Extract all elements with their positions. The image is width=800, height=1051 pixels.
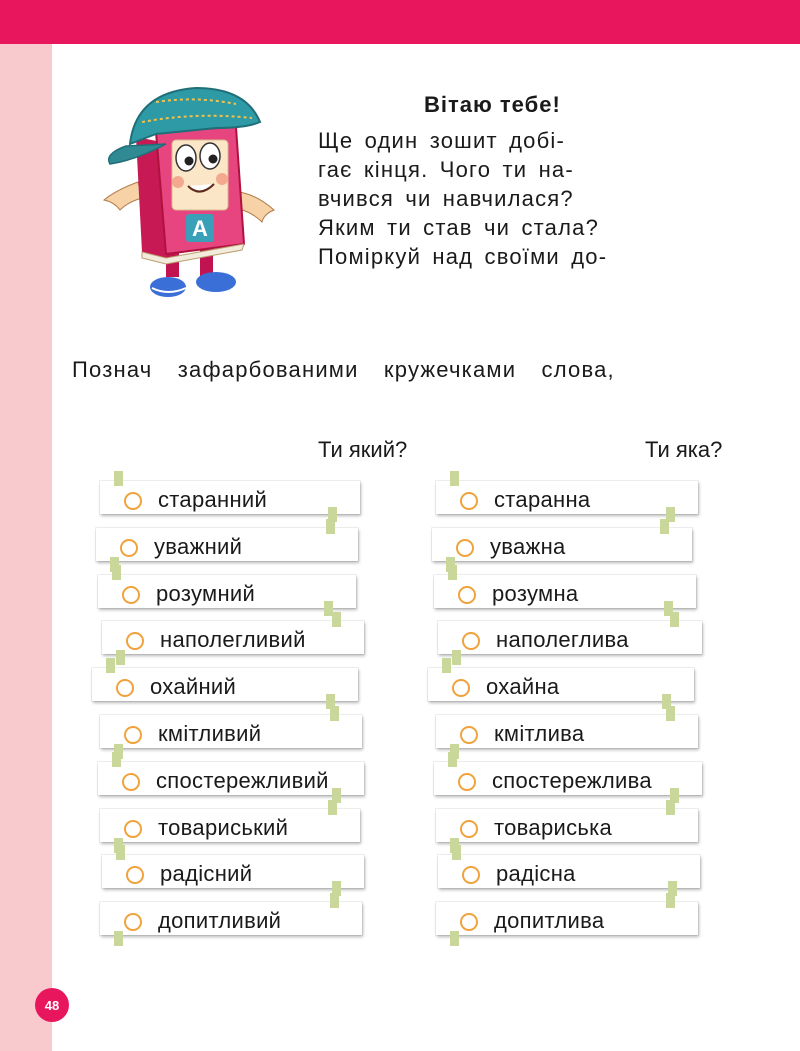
word-strip (98, 525, 368, 564)
answer-circle[interactable] (460, 820, 478, 838)
word-label: товариська (494, 814, 613, 840)
word-label: розумна (492, 580, 579, 606)
word-strip (434, 525, 704, 564)
page-number: 48 (35, 988, 69, 1022)
word-strip (434, 618, 704, 657)
word-label: старанна (494, 487, 591, 512)
top-banner (0, 0, 800, 44)
word-strip (434, 572, 704, 611)
greeting-line: вчився чи навчилася? (318, 186, 574, 211)
word-label: наполеглива (496, 627, 629, 653)
word-strip (98, 806, 368, 845)
tape-piece (116, 650, 125, 665)
word-label: допитлива (494, 908, 605, 934)
word-strip (98, 478, 368, 517)
answer-circle[interactable] (122, 586, 140, 604)
heading-masculine: Ти який? (318, 437, 408, 462)
word-strip (434, 478, 704, 517)
tape-piece (114, 471, 123, 486)
tape-piece (452, 845, 461, 860)
book-mascot-illustration (96, 82, 286, 304)
task-instruction: Познач зафарбованими кружечками слова, (72, 357, 615, 382)
word-label: уважна (490, 533, 566, 559)
answer-circle[interactable] (122, 773, 140, 791)
tape-piece (326, 519, 335, 534)
word-label: спостережливий (156, 767, 329, 793)
tape-piece (106, 658, 115, 673)
word-label: охайна (486, 674, 560, 700)
tape-piece (452, 650, 461, 665)
word-label: розумний (156, 580, 256, 606)
word-label: охайний (150, 674, 237, 700)
answer-circle[interactable] (120, 539, 138, 557)
answer-circle[interactable] (458, 586, 476, 604)
masculine-word-list (98, 478, 368, 946)
word-strip (98, 759, 368, 798)
tape-piece (330, 706, 339, 721)
answer-circle[interactable] (460, 492, 478, 510)
greeting-line: Яким ти став чи стала? (318, 215, 600, 240)
tape-piece (666, 706, 675, 721)
heading-feminine: Ти яка? (645, 437, 723, 462)
word-label: товариський (158, 814, 289, 840)
answer-circle[interactable] (124, 492, 142, 510)
word-strip (98, 665, 368, 704)
word-strip (434, 665, 704, 704)
tape-piece (442, 658, 451, 673)
answer-circle[interactable] (458, 773, 476, 791)
greeting-line: гає кінця. Чого ти на- (318, 157, 574, 182)
word-label: уважний (154, 533, 243, 559)
greeting-title: Вітаю тебе! (424, 92, 561, 117)
answer-circle[interactable] (124, 820, 142, 838)
word-label: кмітлива (494, 720, 585, 746)
tape-piece (112, 752, 121, 767)
tape-piece (448, 565, 457, 580)
word-label: спостережлива (492, 767, 652, 793)
answer-circle[interactable] (124, 726, 142, 744)
word-label: допитливий (158, 908, 282, 934)
word-strip (98, 899, 368, 938)
tape-piece (114, 931, 123, 946)
greeting-text (318, 126, 698, 271)
word-strip (98, 712, 368, 751)
word-label: кмітливий (158, 720, 262, 746)
greeting-line: Поміркуй над своїми до- (318, 244, 608, 269)
tape-piece (332, 612, 341, 627)
answer-circle[interactable] (460, 726, 478, 744)
answer-circle[interactable] (456, 539, 474, 557)
word-label: наполегливий (160, 627, 306, 653)
word-strip (98, 852, 368, 891)
feminine-word-list (434, 478, 704, 946)
word-strip (98, 572, 368, 611)
tape-piece (450, 471, 459, 486)
tape-piece (448, 752, 457, 767)
mascot-letter: А (192, 216, 208, 241)
tape-piece (670, 612, 679, 627)
word-strip (98, 618, 368, 657)
tape-piece (666, 800, 675, 815)
tape-piece (660, 519, 669, 534)
tape-piece (450, 931, 459, 946)
side-margin-strip (0, 44, 52, 1051)
tape-piece (666, 893, 675, 908)
greeting-line: Ще один зошит добі- (318, 128, 566, 153)
word-strip (434, 759, 704, 798)
word-strip (434, 852, 704, 891)
word-strip (434, 806, 704, 845)
word-label: радісна (496, 861, 576, 887)
tape-piece (112, 565, 121, 580)
word-label: старанний (158, 487, 268, 512)
word-strip (434, 712, 704, 751)
word-strip (434, 899, 704, 938)
tape-piece (328, 800, 337, 815)
tape-piece (116, 845, 125, 860)
tape-piece (330, 893, 339, 908)
word-label: радісний (160, 861, 253, 887)
